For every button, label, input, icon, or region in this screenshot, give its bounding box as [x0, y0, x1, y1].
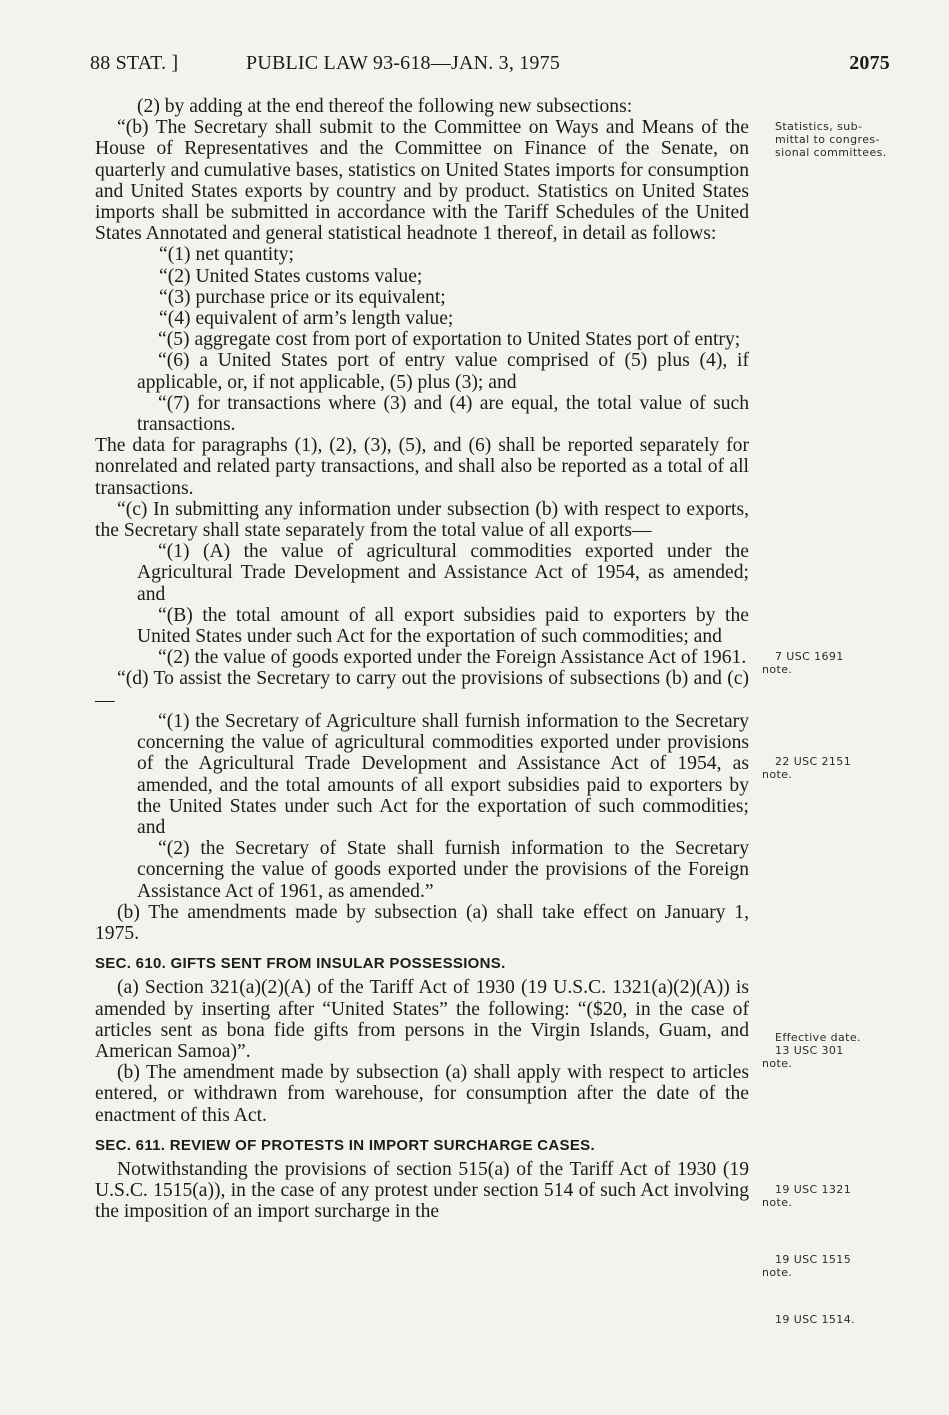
section-610-b: (b) The amendment made by subsection (a) shall apply with respect to articles entered, or withdrawn from warehouse, for consumption after the date of the enactment of this Act.	[95, 1062, 749, 1126]
paragraph-2-intro: (2) by adding at the end thereof the following new subsections:	[137, 96, 633, 117]
section-610-a: (a) Section 321(a)(2)(A) of the Tariff Act of 1930 (19 U.S.C. 1321(a)(2)(A)) is amended by inserting after “United States” the following: “($20, in the case of articles sent as bona fide gifts from persons in the Virgin Islands, Guam, and American Samoa)”.	[95, 977, 749, 1062]
subsection-b: “(b) The Secretary shall submit to the Committee on Ways and Means of the House of Representatives and the Committee on Finance of the Senate, on quarterly and cumulative bases, statistics on United States imports for consumption and United States exports by country and by product. Statistics on United States imports shall be submitted in accordance with the Tariff Schedules of the United States Annotated and general statistical headnote 1 thereof, in detail as follows:	[95, 117, 749, 245]
margin-note-statistics: Statistics, sub- mittal to congres- sional committees.	[775, 120, 887, 159]
list-item: “(5) aggregate cost from port of exportation to United States port of entry;	[158, 329, 741, 351]
statute-volume: 88 STAT. ]	[90, 52, 179, 74]
margin-note-effective-date: Effective date. 13 USC 301 note.	[762, 1031, 861, 1070]
list-item: “(6) a United States port of entry value comprised of (5) plus (4), if applicable, or, if not applicable, (5) plus (3); and	[137, 350, 749, 393]
list-item: “(1) the Secretary of Agriculture shall furnish information to the Secretary concerning the value of agricultural commodities exported under provisions of the Agricultural Trade Development and Assistance Act of 1954, as amended, and the total amounts of all export subsidies paid to exporters by the United States under such Act for the exportation of such commodities; and	[137, 710, 749, 838]
list-item: “(7) for transactions where (3) and (4) are equal, the total value of such transactions.	[137, 392, 749, 436]
margin-note-22-usc-2151: 22 USC 2151 note.	[762, 755, 852, 781]
page-header	[90, 52, 890, 82]
page-number: 2075	[849, 52, 890, 74]
section-610-heading: SEC. 610. GIFTS SENT FROM INSULAR POSSESSIONS.	[95, 955, 506, 973]
list-item: “(4) equivalent of arm’s length value;	[159, 308, 454, 330]
list-item: “(2) the value of goods exported under the Foreign Assistance Act of 1961.	[158, 647, 747, 669]
margin-note-19-usc-1515: 19 USC 1515 note.	[762, 1253, 852, 1279]
margin-note-7-usc-1691: 7 USC 1691 note.	[762, 650, 844, 676]
running-title: PUBLIC LAW 93-618—JAN. 3, 1975	[246, 52, 561, 74]
subsection-d: “(d) To assist the Secretary to carry out the provisions of subsections (b) and (c)—	[95, 668, 749, 711]
subsection-c: “(c) In submitting any information under subsection (b) with respect to exports, the Secretary shall state separately from the total value of all exports—	[95, 498, 749, 542]
section-611-text: Notwithstanding the provisions of section 515(a) of the Tariff Act of 1930 (19 U.S.C. 1515(a)), in the case of any protest under section 514 of such Act involving the imposition of an import surcharge in the	[95, 1158, 749, 1223]
margin-note-19-usc-1321: 19 USC 1321 note.	[762, 1183, 852, 1209]
list-item: “(1) (A) the value of agricultural commodities exported under the Agricultural Trade Development and Assistance Act of 1954, as amended; and	[137, 541, 749, 605]
list-item: “(B) the total amount of all export subsidies paid to exporters by the United States under such Act for the exportation of such commodities; and	[137, 604, 749, 648]
margin-note-19-usc-1514: 19 USC 1514.	[775, 1313, 855, 1326]
statute-body	[95, 96, 749, 1223]
subsection-b-list	[95, 244, 749, 329]
list-item: “(2) the Secretary of State shall furnish information to the Secretary concerning the value of goods exported under the provisions of the Foreign Assistance Act of 1961, as amended.”	[137, 838, 749, 902]
list-item: “(3) purchase price or its equivalent;	[159, 286, 446, 308]
effective-date-paragraph: (b) The amendments made by subsection (a) shall take effect on January 1, 1975.	[95, 901, 749, 944]
list-item: “(1) net quantity;	[159, 244, 294, 266]
section-611-heading: SEC. 611. REVIEW OF PROTESTS IN IMPORT SURCHARGE CASES.	[95, 1136, 595, 1154]
data-reporting-paragraph: The data for paragraphs (1), (2), (3), (5), and (6) shall be reported separately for nonrelated and related party transactions, and shall also be reported as a total of all transactions.	[95, 435, 749, 499]
list-item: “(2) United States customs value;	[159, 265, 423, 287]
